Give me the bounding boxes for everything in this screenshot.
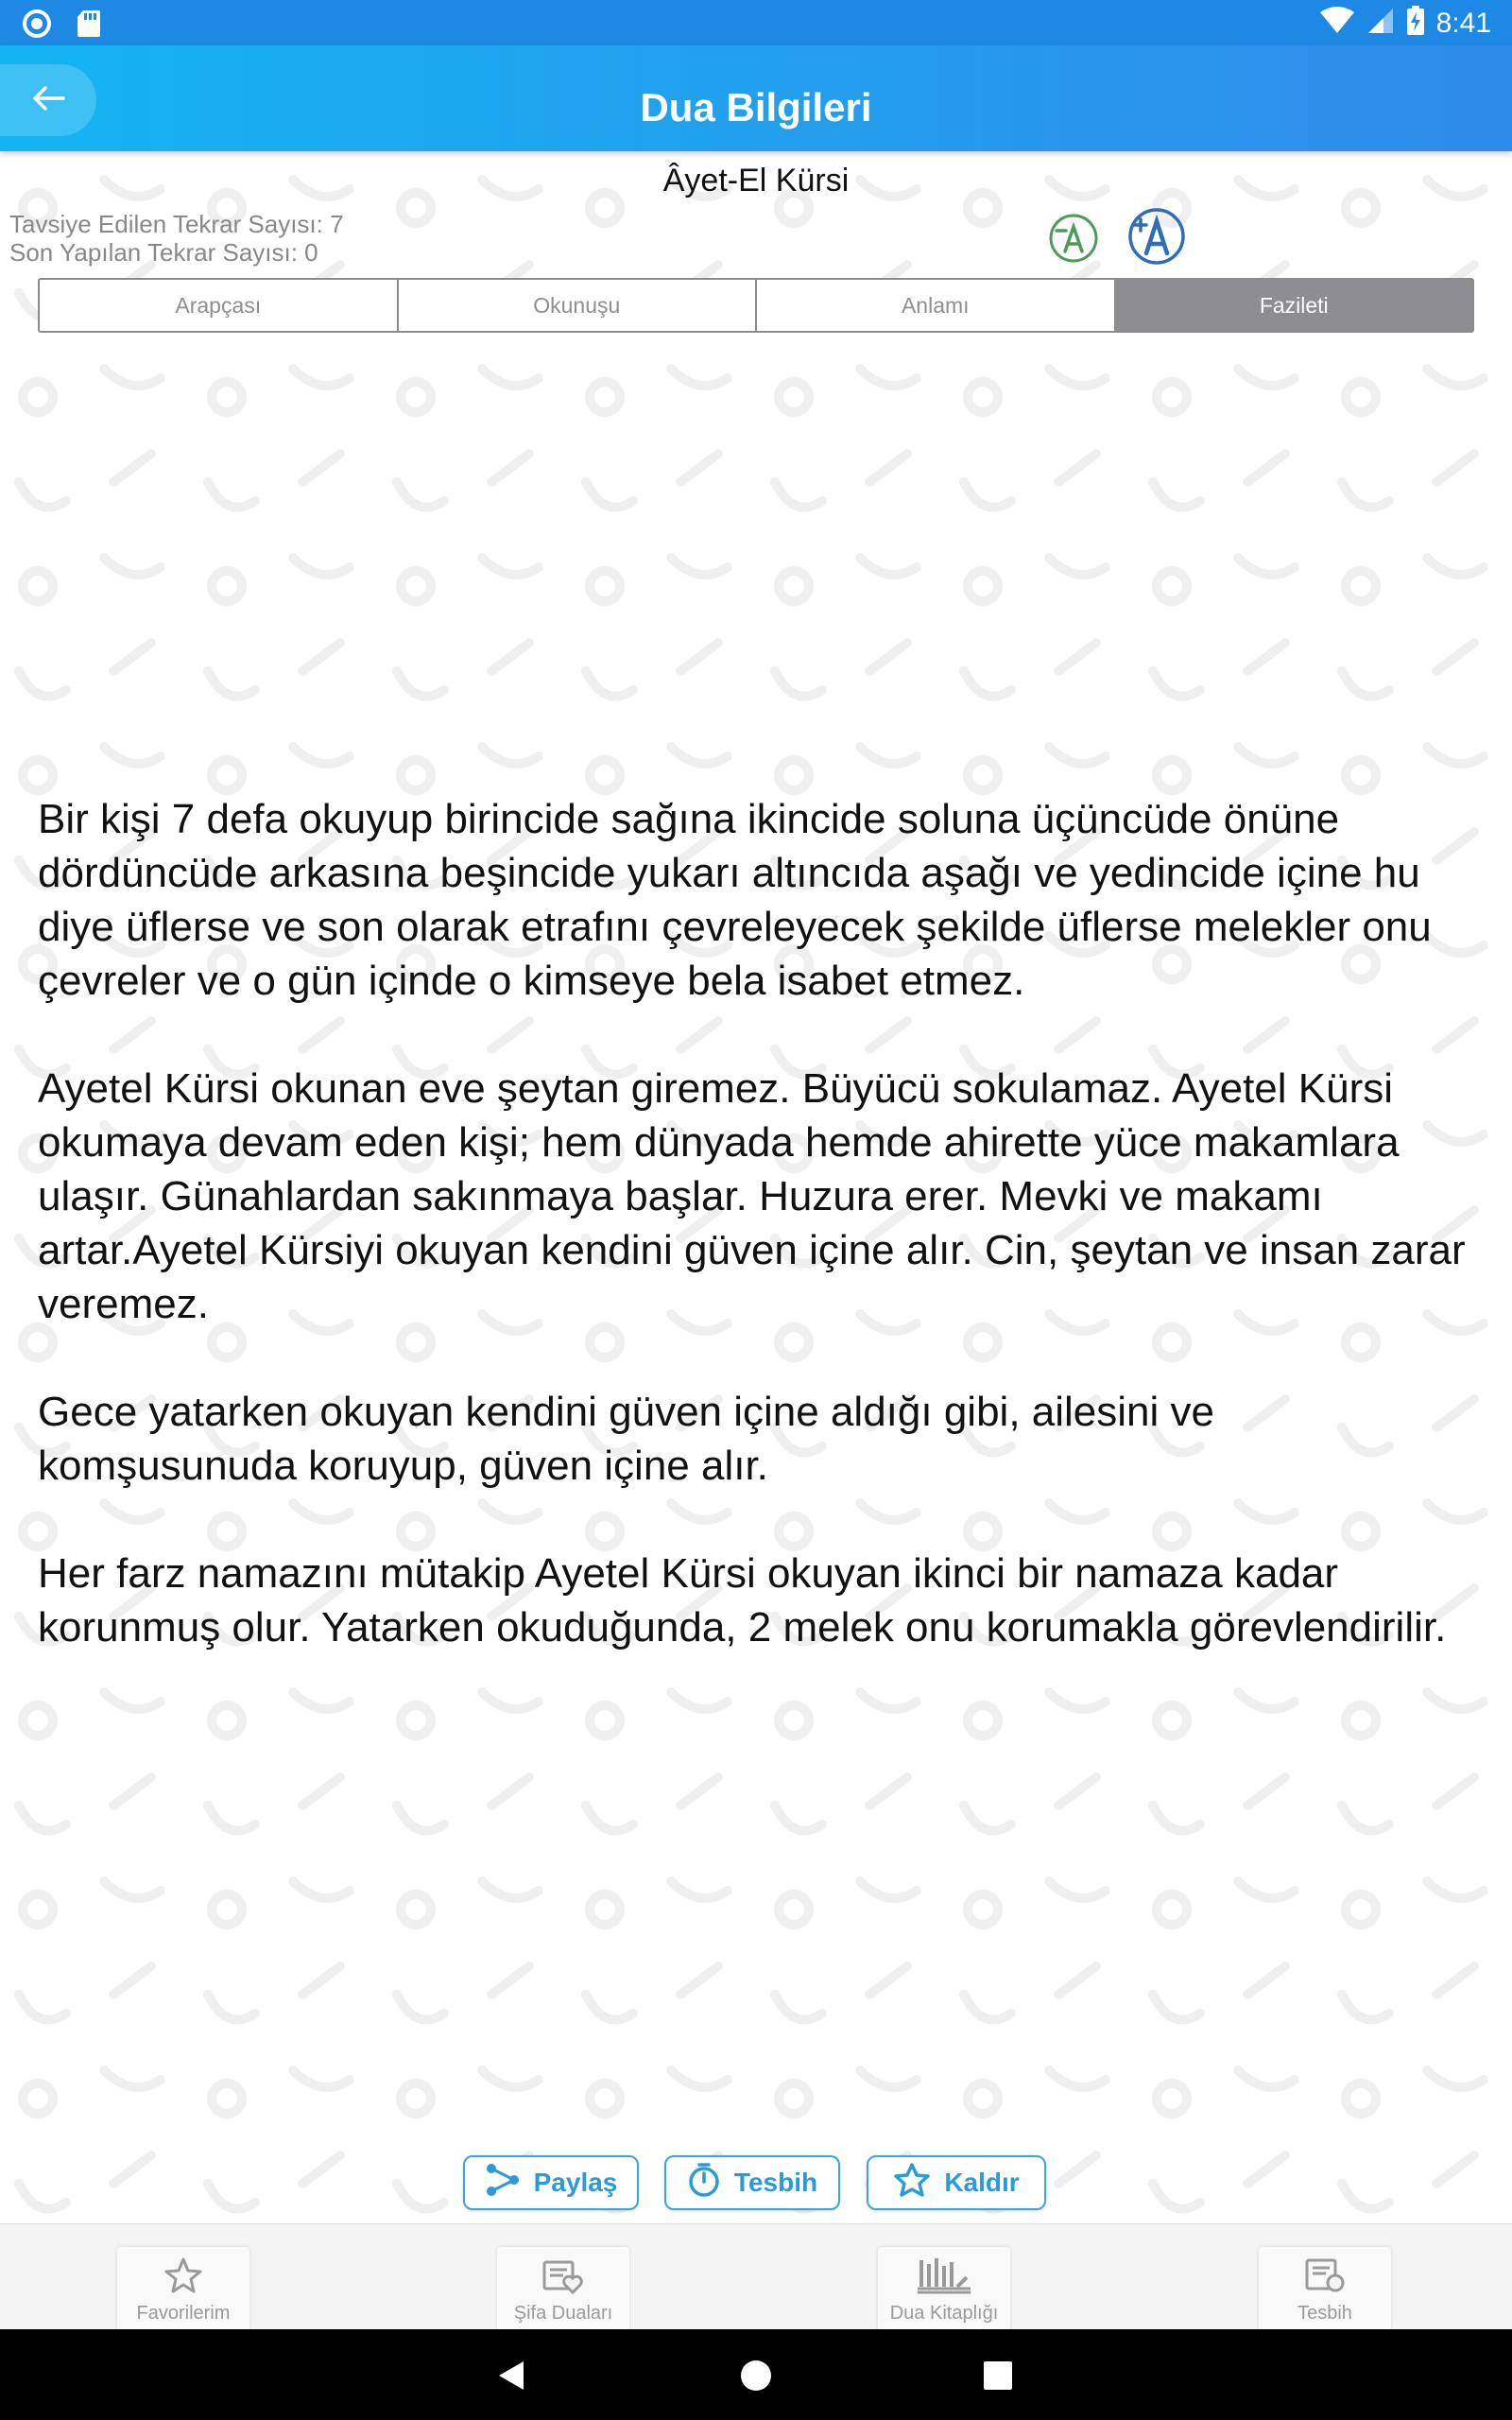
recommended-repeat-count: Tavsiye Edilen Tekrar Sayısı: 7 xyxy=(9,210,344,238)
share-button[interactable] xyxy=(463,2155,639,2210)
star-outline-icon xyxy=(163,2256,203,2299)
tab-okunusu[interactable]: Okunuşu xyxy=(399,280,758,331)
nav-tesbih[interactable] xyxy=(1259,2247,1391,2330)
tab-arapcasi[interactable]: Arapçası xyxy=(40,280,399,331)
app-header xyxy=(0,45,1512,151)
nav-favorites[interactable] xyxy=(117,2247,249,2330)
notification-circle-icon xyxy=(21,8,53,44)
page-title: Dua Bilgileri xyxy=(640,85,872,130)
nav-healing-prayers[interactable] xyxy=(497,2247,629,2330)
paragraph: Bir kişi 7 defa okuyup birincide sağına ikincide soluna üçüncüde önüne dördüncüde arkasına beşincide yukarı altıncıda aşağı ve yedincide içine hu diye üflerse ve son olarak etrafını çevreleyecek şekilde üflerse melekler onu çevreler ve o gün içinde o kimseye bela isabet etmez. xyxy=(38,796,1432,1004)
share-icon xyxy=(485,2162,521,2204)
nav-prayer-library-label: Dua Kitaplığı xyxy=(889,2303,999,2324)
nav-healing-prayers-label: Şifa Duaları xyxy=(513,2303,613,2324)
system-nav-bar xyxy=(0,2329,1512,2420)
tab-bar xyxy=(38,278,1474,333)
tesbih-label: Tesbih xyxy=(733,2168,818,2197)
status-bar xyxy=(0,0,1512,45)
tesbih-button[interactable] xyxy=(664,2155,840,2210)
paragraph: Ayetel Kürsi okunan eve şeytan giremez. Büyücü sokulamaz. Ayetel Kürsi okumaya devam eden kişi; hem dünyada hemde ahirette yüce makamlara ulaşır. Günahlardan sakınmaya başlar. Huzura erer. Mevki ve makamı artar.Ayetel Kürsiyi okuyan kendini güven içine alır. Cin, şeytan ve insan zarar veremez. xyxy=(38,1065,1466,1327)
nav-prayer-library[interactable] xyxy=(878,2247,1010,2330)
book-heart-icon xyxy=(541,2256,586,2299)
share-label: Paylaş xyxy=(533,2168,618,2197)
square-recents-icon xyxy=(983,2360,1013,2391)
system-home-button[interactable] xyxy=(739,2359,773,2397)
prayer-name: Âyet-El Kürsi xyxy=(662,163,850,199)
remove-label: Kaldır xyxy=(944,2168,1020,2197)
triangle-back-icon xyxy=(495,2360,527,2392)
font-increase-icon xyxy=(1126,206,1187,271)
nav-favorites-label: Favorilerim xyxy=(136,2303,231,2324)
system-recents-button[interactable] xyxy=(983,2360,1013,2395)
paragraph: Gece yatarken okuyan kendini güven içine aldığı gibi, ailesini ve komşusunuda koruyup, güven içine alır. xyxy=(38,1389,1214,1489)
counter-icon xyxy=(1303,2256,1347,2299)
library-icon xyxy=(916,2256,972,2299)
tab-anlami[interactable]: Anlamı xyxy=(757,280,1116,331)
nav-tesbih-label: Tesbih xyxy=(1297,2303,1352,2324)
battery-charging-icon xyxy=(1406,6,1425,41)
stopwatch-icon xyxy=(687,2162,721,2204)
paragraph: Her farz namazını mütakip Ayetel Kürsi okuyan ikinci bir namaza kadar korunmuş olur. Yatarken okuduğunda, 2 melek onu korumakla görevlendirilir. xyxy=(38,1550,1447,1651)
bottom-nav xyxy=(0,2223,1512,2330)
last-repeat-count: Son Yapılan Tekrar Sayısı: 0 xyxy=(9,238,318,267)
font-decrease-button[interactable] xyxy=(1045,212,1102,268)
clock-time: 8:41 xyxy=(1435,7,1491,39)
system-back-button[interactable] xyxy=(495,2360,527,2396)
star-icon xyxy=(893,2162,931,2204)
action-bar xyxy=(0,2155,1512,2214)
virtue-text xyxy=(38,792,1484,1708)
tab-fazileti[interactable]: Fazileti xyxy=(1116,280,1473,331)
font-increase-button[interactable] xyxy=(1125,206,1189,270)
circle-home-icon xyxy=(739,2359,773,2393)
wifi-icon xyxy=(1319,7,1355,40)
font-decrease-icon xyxy=(1047,212,1100,269)
signal-icon xyxy=(1366,7,1395,40)
sd-card-icon xyxy=(76,9,102,43)
remove-favorite-button[interactable] xyxy=(867,2155,1046,2210)
